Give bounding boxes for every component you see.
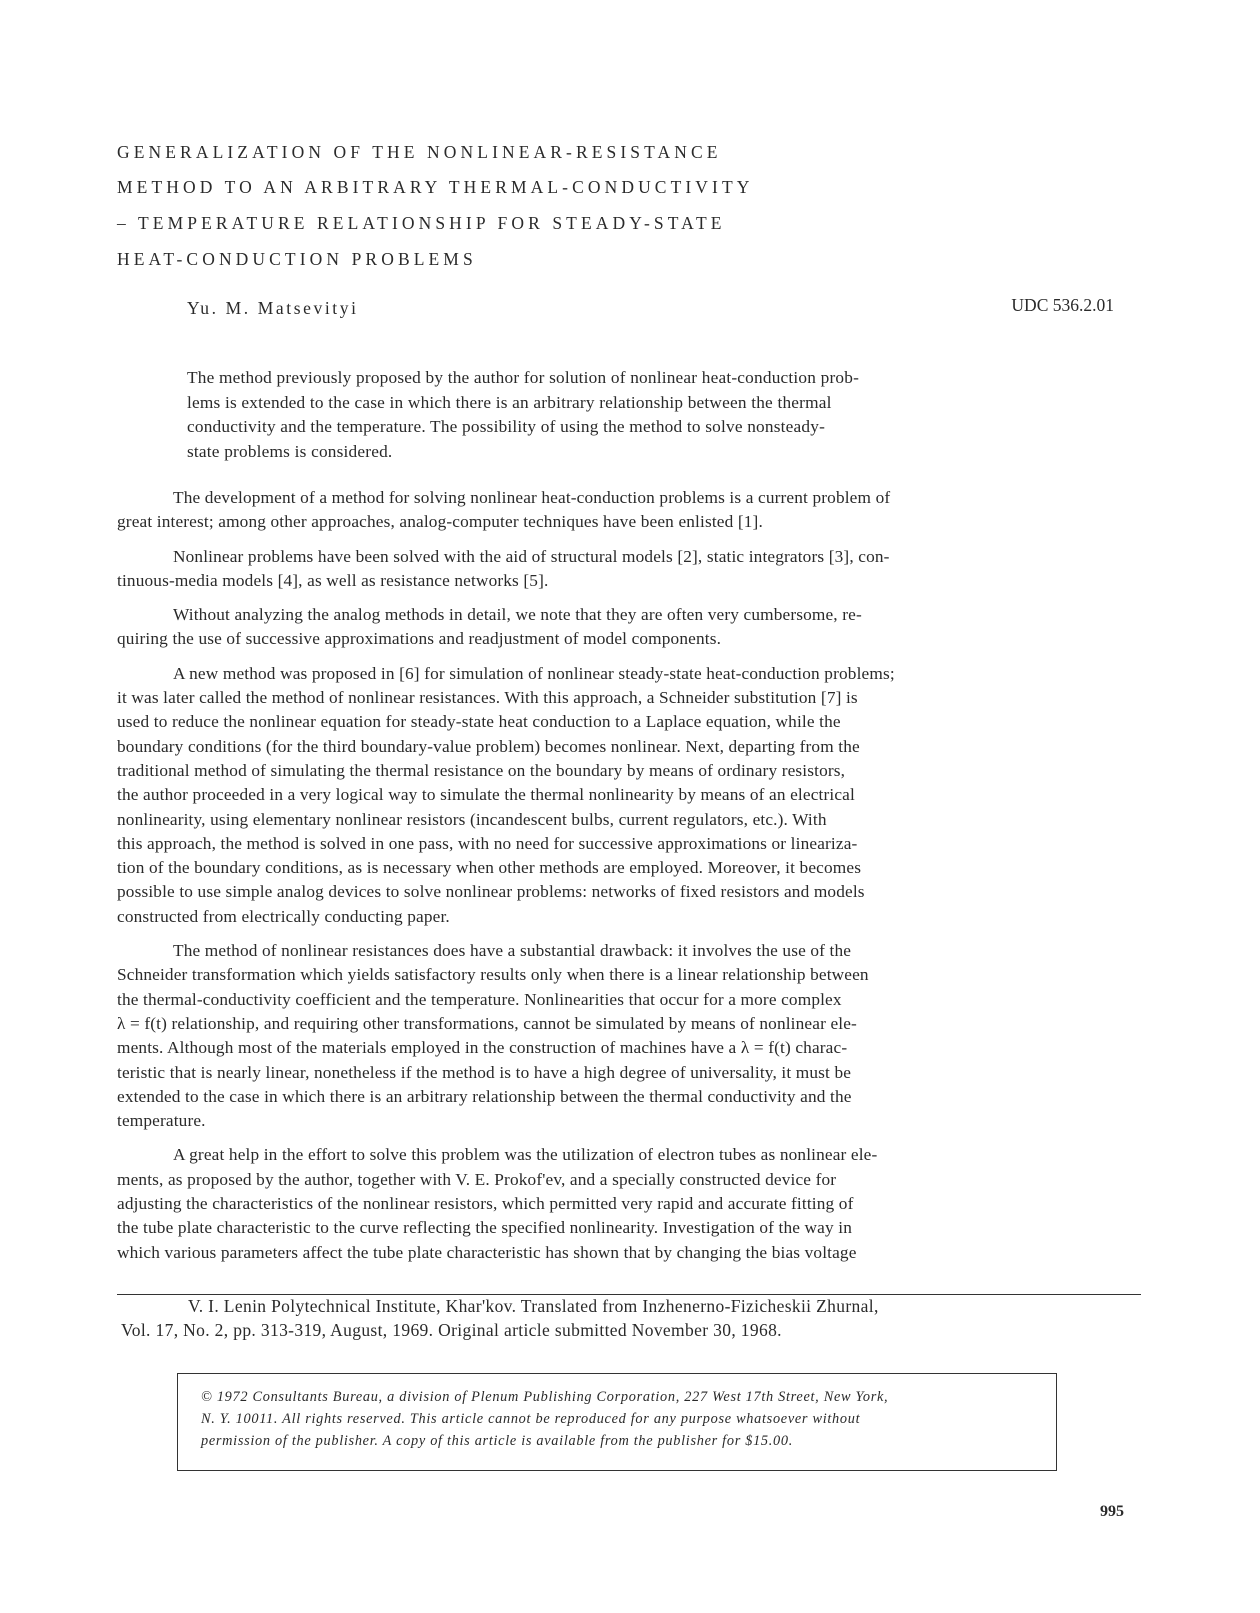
body-line: tion of the boundary conditions, as is necessary when other methods are employed. Moreover, it becomes [117, 858, 862, 878]
title-line: – TEMPERATURE RELATIONSHIP FOR STEADY-STATE [117, 213, 726, 233]
body-line: great interest; among other approaches, analog-computer techniques have been enlisted [1]. [117, 512, 763, 532]
body-line: constructed from electrically conducting paper. [117, 906, 450, 926]
body-line: quiring the use of successive approximations and readjustment of model components. [117, 629, 722, 649]
abstract [187, 366, 1057, 464]
abstract-line: conductivity and the temperature. The possibility of using the method to solve nonsteady- [187, 417, 826, 436]
footnote [121, 1294, 1131, 1342]
body-line: extended to the case in which there is an arbitrary relationship between the thermal conductivity and the [117, 1086, 852, 1106]
body-line: temperature. [117, 1111, 206, 1131]
paragraph [117, 1143, 1125, 1264]
body-line: Nonlinear problems have been solved with the aid of structural models [2], static integrators [3], con- [173, 546, 890, 566]
body-line: A great help in the effort to solve this problem was the utilization of electron tubes as nonlinear ele- [173, 1145, 878, 1165]
article-body [117, 486, 1125, 1275]
body-line: ments. Although most of the materials employed in the construction of machines have a λ = f(t) charac- [117, 1038, 848, 1058]
copyright-line: N. Y. 10011. All rights reserved. This article cannot be reproduced for any purpose whatsoever without [201, 1411, 861, 1427]
abstract-line: The method previously proposed by the author for solution of nonlinear heat-conduction prob- [187, 368, 860, 387]
paragraph [117, 545, 1125, 594]
udc-code: UDC 536.2.01 [1011, 295, 1114, 315]
body-line: traditional method of simulating the thermal resistance on the boundary by means of ordinary resistors, [117, 760, 846, 780]
paragraph [117, 939, 1125, 1133]
title-line: HEAT-CONDUCTION PROBLEMS [117, 249, 477, 269]
body-line: the thermal-conductivity coefficient and the temperature. Nonlinearities that occur for a more complex [117, 989, 842, 1009]
body-line: Schneider transformation which yields satisfactory results only when there is a linear relationship between [117, 965, 869, 985]
body-line: Without analyzing the analog methods in detail, we note that they are often very cumbersome, re- [173, 605, 862, 625]
body-line: possible to use simple analog devices to solve nonlinear problems: networks of fixed resistors and models [117, 882, 865, 902]
abstract-line: state problems is considered. [187, 441, 393, 461]
title-line: GENERALIZATION OF THE NONLINEAR-RESISTANCE [117, 142, 722, 162]
paragraph [117, 486, 1125, 535]
body-line: which various parameters affect the tube plate characteristic has shown that by changing the bias voltage [117, 1242, 857, 1262]
body-line: The development of a method for solving nonlinear heat-conduction problems is a current problem of [173, 488, 891, 507]
copyright-line: permission of the publisher. A copy of this article is available from the publisher for $15.00. [201, 1433, 794, 1449]
body-line: tinuous-media models [4], as well as resistance networks [5]. [117, 570, 549, 590]
body-line: the tube plate characteristic to the curve reflecting the specified nonlinearity. Investigation of the way in [117, 1218, 852, 1238]
body-line: ments, as proposed by the author, together with V. E. Prokof'ev, and a specially constructed device for [117, 1169, 837, 1189]
body-line: boundary conditions (for the third boundary-value problem) becomes nonlinear. Next, departing from the [117, 736, 860, 756]
footnote-line: Vol. 17, No. 2, pp. 313-319, August, 1969. Original article submitted November 30, 1968. [121, 1320, 782, 1340]
body-line: teristic that is nearly linear, nonetheless if the method is to have a high degree of universality, it must be [117, 1062, 852, 1082]
body-line: The method of nonlinear resistances does have a substantial drawback: it involves the use of the [173, 941, 852, 961]
paragraph [117, 662, 1125, 929]
body-line: A new method was proposed in [6] for simulation of nonlinear steady-state heat-conduction problems; [173, 663, 895, 683]
body-line: used to reduce the nonlinear equation for steady-state heat conduction to a Laplace equation, while the [117, 712, 841, 732]
title-line: METHOD TO AN ARBITRARY THERMAL-CONDUCTIVITY [117, 177, 754, 197]
copyright-line: © 1972 Consultants Bureau, a division of Plenum Publishing Corporation, 227 West 17th Street, New York, [201, 1389, 889, 1405]
page-number: 995 [1100, 1503, 1124, 1520]
footnote-line: V. I. Lenin Polytechnical Institute, Khar'kov. Translated from Inzhenerno-Fizicheskii Zhurnal, [188, 1296, 879, 1316]
paragraph [117, 603, 1125, 652]
body-line: it was later called the method of nonlinear resistances. With this approach, a Schneider substitution [7] is [117, 688, 858, 708]
body-line: λ = f(t) relationship, and requiring other transformations, cannot be simulated by means of nonlinear ele- [117, 1013, 857, 1033]
body-line: adjusting the characteristics of the nonlinear resistors, which permitted very rapid and accurate fitting of [117, 1194, 854, 1214]
copyright-notice [201, 1386, 1051, 1452]
body-line: nonlinearity, using elementary nonlinear resistors (incandescent bulbs, current regulators, etc.). With [117, 809, 827, 829]
author-name: Yu. M. Matsevityi [187, 298, 359, 318]
body-line: this approach, the method is solved in one pass, with no need for successive approximations or lineariza- [117, 833, 858, 853]
body-line: the author proceeded in a very logical way to simulate the thermal nonlinearity by means of an electrical [117, 785, 855, 805]
abstract-line: lems is extended to the case in which there is an arbitrary relationship between the thermal [187, 392, 832, 412]
